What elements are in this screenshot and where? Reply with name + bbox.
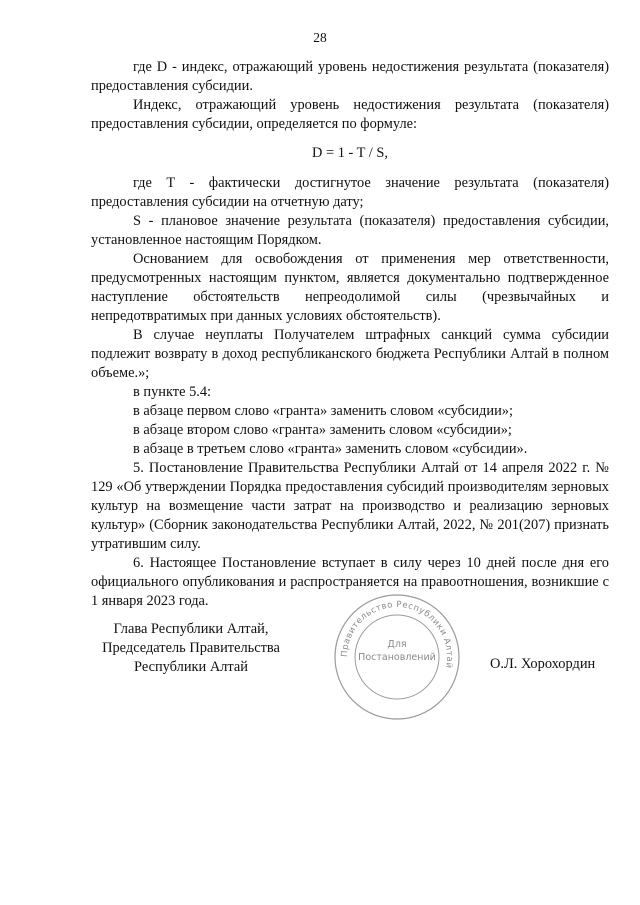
paragraph: в пункте 5.4: — [133, 384, 212, 400]
paragraph: Индекс, отражающий уровень недостижения результата (показателя) предоставления субсидии, определяется по формуле: — [91, 97, 609, 132]
paragraph: 6. Настоящее Постановление вступает в силу через 10 дней после дня его официального опубликования и распространяется на правоотношения, возникшие с 1 января 2023 года. — [91, 555, 609, 609]
signatory-position-line: Республики Алтай — [134, 659, 248, 675]
stamp-center-line: Для — [387, 639, 407, 650]
signatory-name: О.Л. Хорохордин — [490, 656, 596, 672]
paragraph: где D - индекс, отражающий уровень недостижения результата (показателя) предоставления субсидии. — [91, 59, 609, 94]
formula: D = 1 - T / S, — [312, 145, 388, 161]
signatory-position-line: Глава Республики Алтай, — [113, 621, 269, 637]
page-number: 28 — [313, 30, 327, 45]
stamp-center-text — [332, 638, 462, 664]
paragraph: В случае неуплаты Получателем штрафных санкций сумма субсидии подлежит возврату в доход республиканского бюджета Республики Алтай в полном объеме.»; — [91, 327, 609, 381]
official-stamp — [332, 592, 462, 722]
paragraph: S - плановое значение результата (показателя) предоставления субсидии, установленное настоящим Порядком. — [91, 213, 609, 248]
stamp-center-line: Постановлений — [358, 652, 436, 663]
signatory-position-line: Председатель Правительства — [102, 640, 280, 656]
stamp-ring-text: Правительство Республики Алтай — [339, 599, 455, 670]
paragraph: в абзаце первом слово «гранта» заменить словом «субсидии»; — [133, 403, 513, 419]
paragraph: Основанием для освобождения от применения мер ответственности, предусмотренных настоящим пунктом, является документально подтвержденное наступление обстоятельств непреодолимой силы (чрезвычайных и непредотвратимых при данных условиях обстоятельств). — [91, 251, 609, 324]
paragraph: где T - фактически достигнутое значение результата (показателя) предоставления субсидии на отчетную дату; — [91, 175, 609, 210]
paragraph: в абзаце втором слово «гранта» заменить словом «субсидии»; — [133, 422, 512, 438]
paragraph: 5. Постановление Правительства Республики Алтай от 14 апреля 2022 г. № 129 «Об утверждении Порядка предоставления субсидий производителям зерновых культур на возмещение части затрат на производство и реализацию зерновых культур» (Сборник законодательства Республики Алтай, 2022, № 201(207) признать утратившим силу. — [91, 460, 609, 552]
document-body — [91, 58, 609, 611]
signatory-position — [91, 620, 291, 677]
paragraph: в абзаце в третьем слово «гранта» заменить словом «субсидии». — [133, 441, 528, 457]
